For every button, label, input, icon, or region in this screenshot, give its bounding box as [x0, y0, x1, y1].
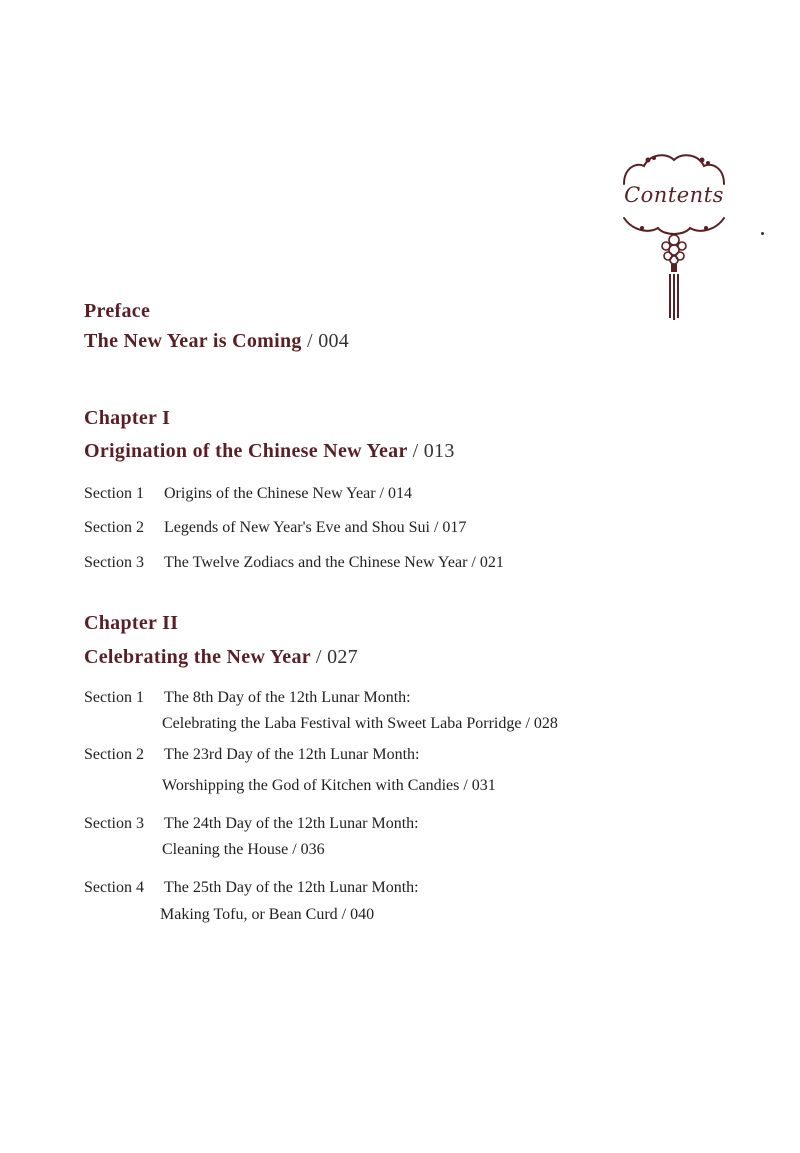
chapter1-section-2[interactable] — [84, 519, 466, 537]
stray-dot — [761, 232, 764, 235]
section-number: Section 2 — [84, 746, 144, 763]
chapter2-section-1-subtitle[interactable]: Celebrating the Laba Festival with Sweet Laba Porridge / 028 — [162, 715, 558, 732]
preface-heading: Preface — [84, 300, 151, 322]
contents-badge — [618, 146, 730, 326]
chapter2-section-3-subtitle[interactable]: Cleaning the House / 036 — [162, 841, 325, 858]
section-text: Legends of New Year's Eve and Shou Sui / 017 — [164, 519, 467, 536]
chapter2-section-4-subtitle[interactable]: Making Tofu, or Bean Curd / 040 — [160, 906, 375, 923]
section-line1: The 24th Day of the 12th Lunar Month: — [164, 815, 419, 832]
section-text: Origins of the Chinese New Year / 014 — [164, 485, 412, 502]
section-text: The Twelve Zodiacs and the Chinese New Year / 021 — [164, 554, 504, 571]
chapter2-section-2[interactable] — [84, 746, 420, 764]
section-number: Section 3 — [84, 815, 144, 832]
chapter2-section-3[interactable] — [84, 815, 419, 833]
preface-title-text: The New Year is Coming — [84, 330, 302, 352]
chapter2-section-2-subtitle[interactable]: Worshipping the God of Kitchen with Candies / 031 — [162, 777, 496, 794]
section-line1: The 8th Day of the 12th Lunar Month: — [164, 689, 411, 706]
section-number: Section 3 — [84, 554, 144, 571]
chapter2-title-text: Celebrating the New Year — [84, 646, 311, 668]
section-number: Section 4 — [84, 879, 144, 896]
preface-title[interactable] — [84, 330, 349, 353]
section-number: Section 2 — [84, 519, 144, 536]
chapter2-heading: Chapter II — [84, 612, 179, 634]
chapter1-page: / 013 — [412, 440, 455, 462]
section-line1: The 23rd Day of the 12th Lunar Month: — [164, 746, 420, 763]
contents-label: Contents — [624, 183, 724, 207]
chapter1-heading: Chapter I — [84, 407, 171, 429]
chapter1-section-1[interactable] — [84, 485, 412, 503]
section-number: Section 1 — [84, 689, 144, 706]
preface-page: / 004 — [307, 330, 350, 352]
chapter2-section-1[interactable] — [84, 689, 411, 707]
chapter1-title-text: Origination of the Chinese New Year — [84, 440, 408, 462]
chinese-knot-icon — [618, 146, 730, 326]
chapter2-page: / 027 — [315, 646, 358, 668]
chapter1-section-3[interactable] — [84, 554, 504, 572]
chapter2-section-4[interactable] — [84, 879, 419, 897]
section-line1: The 25th Day of the 12th Lunar Month: — [164, 879, 419, 896]
chapter1-title[interactable] — [84, 440, 455, 463]
section-number: Section 1 — [84, 485, 144, 502]
chapter2-title[interactable] — [84, 646, 358, 669]
